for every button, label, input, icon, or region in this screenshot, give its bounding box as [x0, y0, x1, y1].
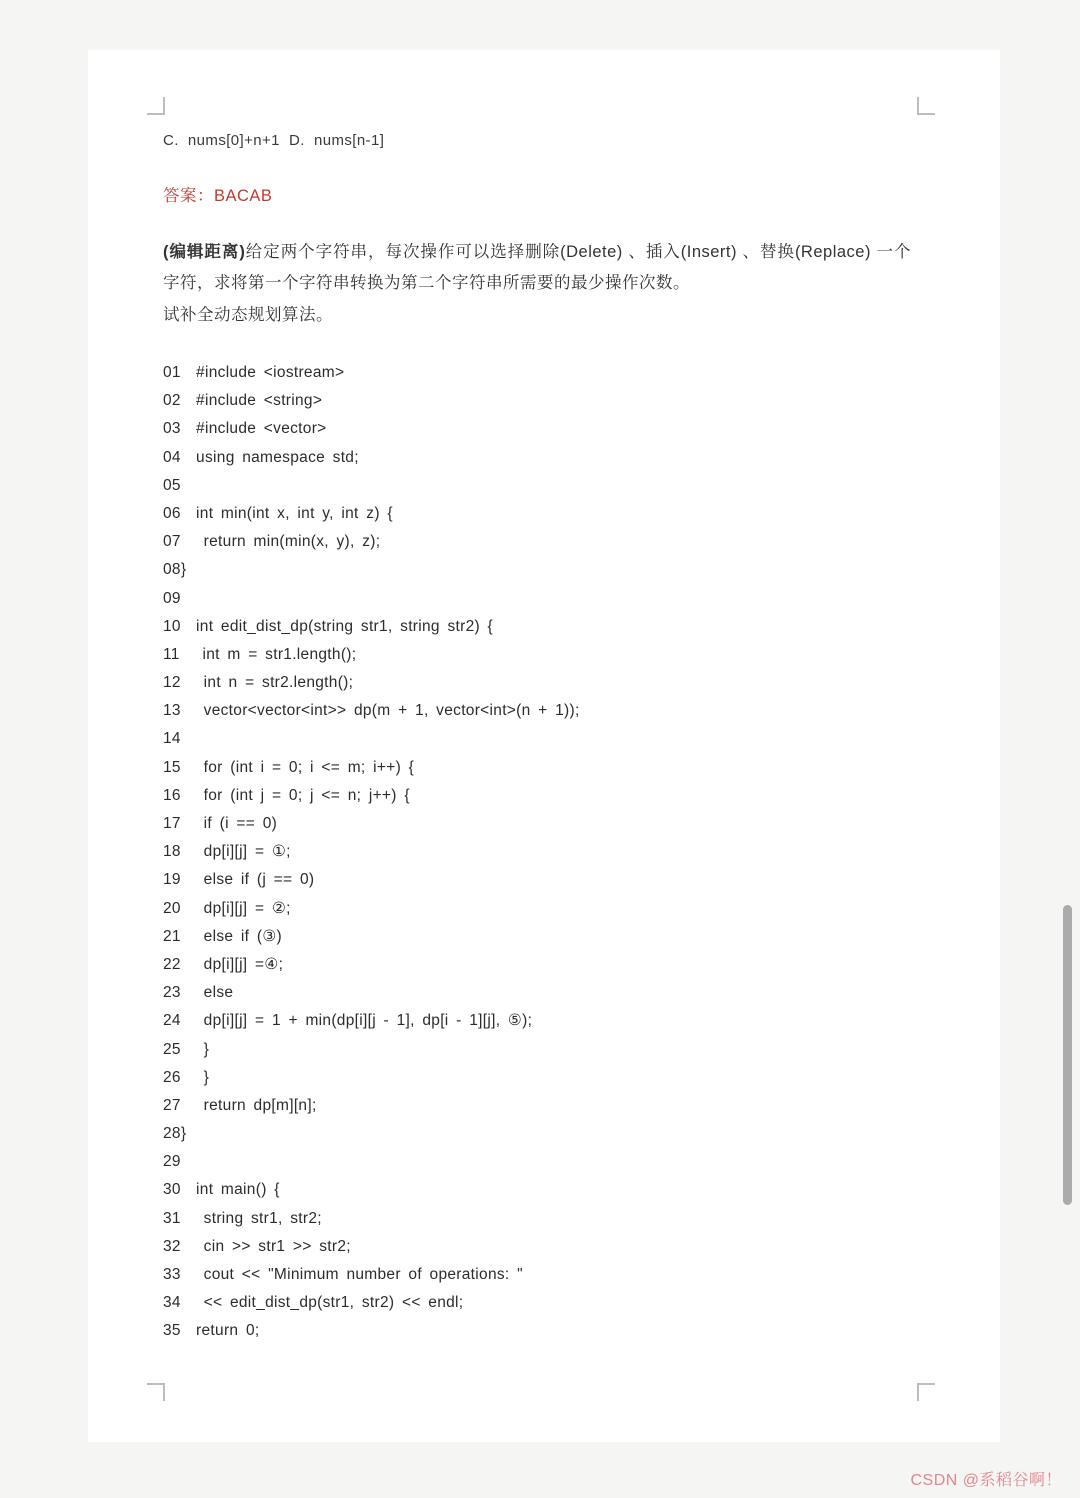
code-line: 17 if (i == 0)	[163, 815, 278, 832]
code-line: 10 int edit_dist_dp(string str1, string str2) {	[163, 617, 494, 635]
problem-text: 给定两个字符串，每次操作可以选择删除(Delete) 、插入(Insert) 、替换(Replace) 一个字符，求将第一个字符串转换为第二个字符串所需要的最少操作次数。	[163, 243, 911, 292]
code-line: 29	[163, 1153, 181, 1171]
page-content	[163, 132, 911, 1346]
option-line: C. nums[0]+n+1 D. nums[n-1]	[163, 132, 385, 149]
answer-text: 答案：BACAB	[163, 187, 273, 205]
code-line: 27 return dp[m][n];	[163, 1096, 317, 1114]
code-line: 35 return 0;	[163, 1322, 260, 1340]
code-line: 30 int main() {	[163, 1181, 280, 1199]
code-line: 22 dp[i][j] =④;	[163, 955, 284, 973]
problem-followup: 试补全动态规划算法。	[163, 306, 333, 324]
margin-mark-bottom-left	[147, 1383, 165, 1401]
code-line: 33 cout << "Minimum number of operations: "	[163, 1266, 523, 1283]
code-line: 21 else if (③)	[163, 927, 282, 945]
code-line: 24 dp[i][j] = 1 + min(dp[i][j - 1], dp[i - 1][j], ⑤);	[163, 1012, 533, 1030]
problem-statement	[163, 237, 911, 299]
code-line: 19 else if (j == 0)	[163, 871, 315, 889]
code-line: 07 return min(min(x, y), z);	[163, 533, 381, 551]
code-line: 11 int m = str1.length();	[163, 645, 357, 663]
document-page	[88, 50, 1000, 1442]
code-line: 09	[163, 589, 181, 607]
code-line: 13 vector<vector<int>> dp(m + 1, vector<int>(n + 1));	[163, 702, 580, 720]
problem-title: (编辑距离)	[163, 243, 246, 261]
code-line: 06 int min(int x, int y, int z) {	[163, 504, 393, 522]
code-listing	[163, 359, 911, 1346]
code-line: 01 #include <iostream>	[163, 364, 345, 381]
code-line: 20 dp[i][j] = ②;	[163, 899, 291, 917]
code-line: 15 for (int i = 0; i <= m; i++) {	[163, 758, 415, 776]
margin-mark-top-right	[917, 97, 935, 115]
scrollbar-thumb[interactable]	[1063, 905, 1072, 1205]
margin-mark-top-left	[147, 97, 165, 115]
code-line: 25 }	[163, 1040, 210, 1058]
code-line: 03 #include <vector>	[163, 420, 327, 438]
code-line: 16 for (int j = 0; j <= n; j++) {	[163, 786, 410, 804]
code-line: 26 }	[163, 1068, 210, 1086]
code-line: 23 else	[163, 984, 234, 1002]
code-line: 12 int n = str2.length();	[163, 674, 354, 692]
code-line: 32 cin >> str1 >> str2;	[163, 1237, 351, 1255]
code-line: 14	[163, 730, 181, 748]
code-line: 31 string str1, str2;	[163, 1209, 322, 1227]
code-line: 02 #include <string>	[163, 392, 323, 410]
code-line: 18 dp[i][j] = ①;	[163, 843, 291, 861]
code-line: 08}	[163, 561, 187, 579]
code-line: 28}	[163, 1125, 187, 1143]
code-line: 05	[163, 476, 181, 494]
code-line: 34 << edit_dist_dp(str1, str2) << endl;	[163, 1294, 464, 1312]
margin-mark-bottom-right	[917, 1383, 935, 1401]
watermark: CSDN @系稻谷啊！	[910, 1472, 1062, 1489]
code-line: 04 using namespace std;	[163, 448, 359, 466]
